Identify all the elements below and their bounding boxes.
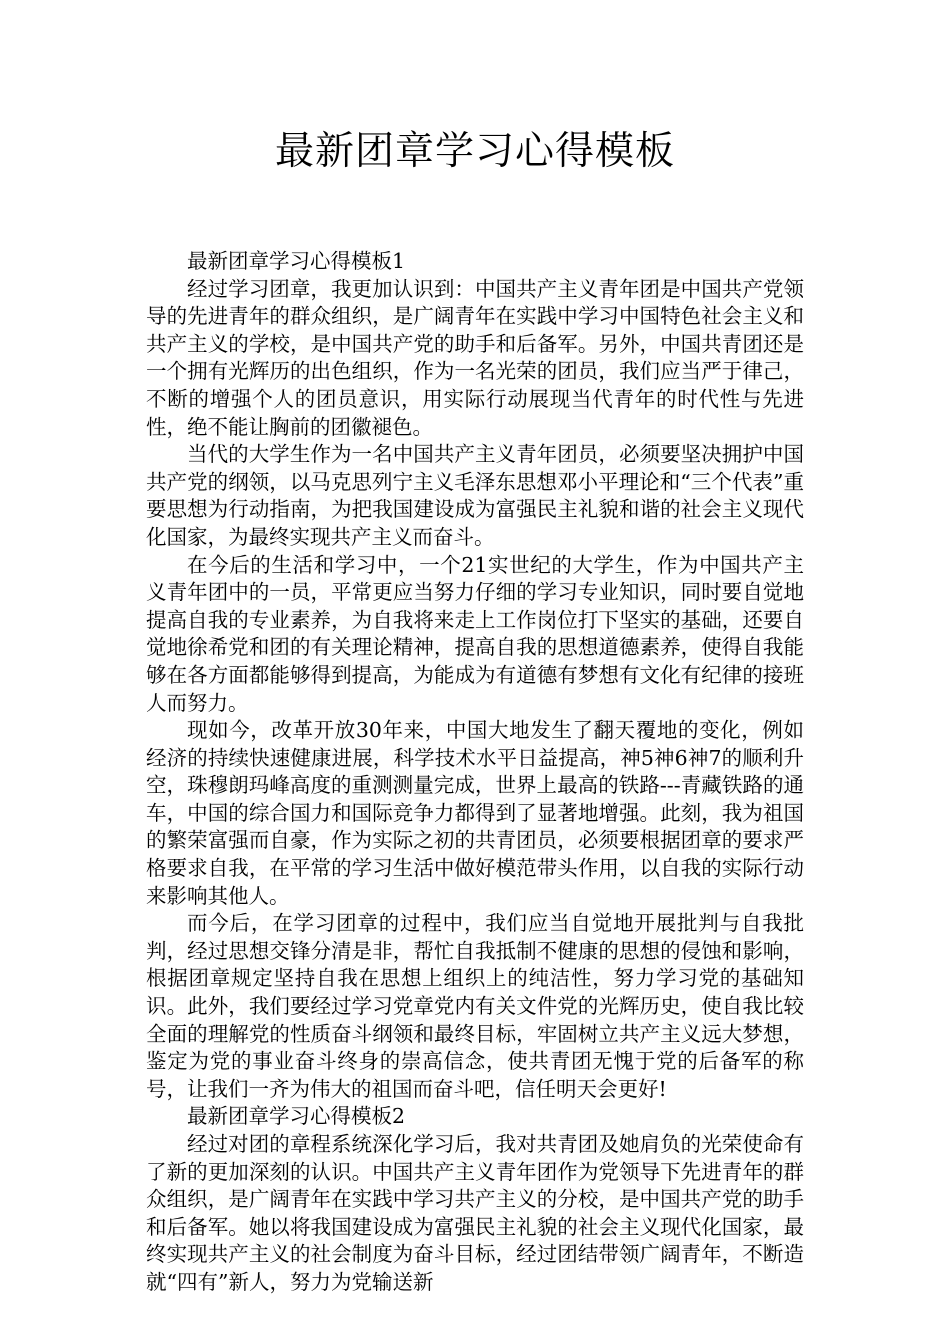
paragraph: 当代的大学生作为一名中国共产主义青年团员，必须要坚决拥护中国共产党的纲领，以马克思列宁主义毛泽东思想邓小平理论和“三个代表”重要思想为行动指南，为把我国建设成为富强民主礼貌和谐的社会主义现代化国家，为最终实现共产主义而奋斗。: [146, 442, 804, 549]
paragraph: 在今后的生活和学习中，一个21实世纪的大学生，作为中国共产主义青年团中的一员，平常更应当努力仔细的学习专业知识，同时要自觉地提高自我的专业素养，为自我将来走上工作岗位打下坚实的基础，还要自觉地徐希党和团的有关理论精神，提高自我的思想道德素养，使得自我能够在各方面都能够得到提高，为能成为有道德有梦想有文化有纪律的接班人而努力。: [146, 552, 804, 715]
document-title: 最新团章学习心得模板: [274, 129, 675, 174]
paragraph: 而今后，在学习团章的过程中，我们应当自觉地开展批判与自我批判，经过思想交锋分清是非，帮忙自我抵制不健康的思想的侵蚀和影响，根据团章规定坚持自我在思想上组织上的纯洁性，努力学习党的基础知识。此外，我们要经过学习党章党内有关文件党的光辉历史，使自我比较全面的理解党的性质奋斗纲领和最终目标，牢固树立共产主义远大梦想，鉴定为党的事业奋斗终身的崇高信念，使共青团无愧于党的后备军的称号，让我们一齐为伟大的祖国而奋斗吧，信任明天会更好!: [146, 911, 804, 1101]
document-body: [146, 248, 804, 1297]
paragraph: 经过学习团章，我更加认识到：中国共产主义青年团是中国共产党领导的先进青年的群众组织，是广阔青年在实践中学习中国特色社会主义和共产主义的学校，是中国共产党的助手和后备军。另外，中国共青团还是一个拥有光辉历的出色组织，作为一名光荣的团员，我们应当严于律己，不断的增强个人的团员意识，用实际行动展现当代青年的时代性与先进性，绝不能让胸前的团徽褪色。: [146, 276, 804, 439]
paragraph: 现如今，改革开放30年来，中国大地发生了翻天覆地的变化，例如经济的持续快速健康进展，科学技术水平日益提高，神5神6神7的顺利升空，珠穆朗玛峰高度的重测测量完成，世界上最高的铁路---青藏铁路的通车，中国的综合国力和国际竞争力都得到了显著地增强。此刻，我为祖国的繁荣富强而自豪，作为实际之初的共青团员，必须要根据团章的要求严格要求自我，在平常的学习生活中做好模范带头作用，以自我的实际行动来影响其他人。: [146, 718, 804, 908]
section-heading: 最新团章学习心得模板1: [187, 249, 406, 273]
paragraph: 经过对团的章程系统深化学习后，我对共青团及她肩负的光荣使命有了新的更加深刻的认识。中国共产主义青年团作为党领导下先进青年的群众组织，是广阔青年在实践中学习共产主义的分校，是中国共产党的助手和后备军。她以将我国建设成为富强民主礼貌的社会主义现代化国家，最终实现共产主义的社会制度为奋斗目标，经过团结带领广阔青年，不断造就“四有”新人，努力为党输送新: [146, 1132, 804, 1294]
section-heading: 最新团章学习心得模板2: [187, 1104, 406, 1129]
